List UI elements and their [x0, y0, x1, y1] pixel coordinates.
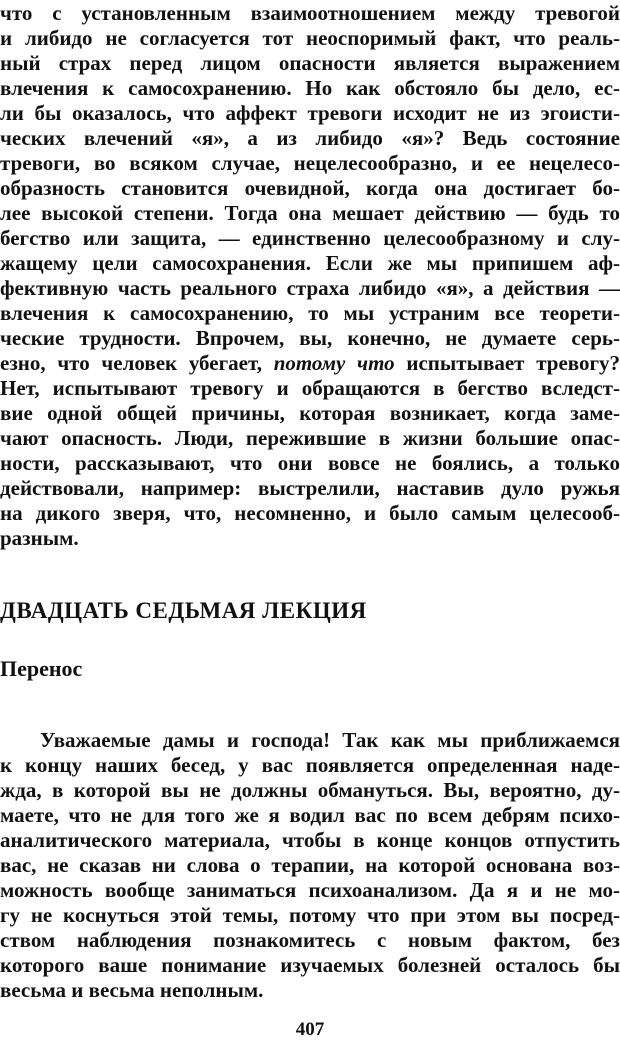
text-line: образность становится очевидной, когда она достигает бо-: [0, 176, 620, 200]
text-line: фективную часть реального страха либидо «я», а действия —: [0, 276, 620, 300]
text-line: ческих влечений «я», а из либидо «я»? Ведь состояние: [0, 126, 620, 150]
text-line: можность вообще заниматься психоанализом. Да я и не мо-: [0, 878, 620, 902]
text-line: маете, что не для того же я водил вас по всем дебрям психо-: [0, 803, 620, 827]
text-line-with-italic: [0, 350, 620, 377]
text-line: ли бы оказалось, что аффект тревоги исходит не из эгоисти-: [0, 101, 620, 125]
text-line: ности, рассказывают, что они вовсе не боялись, а только: [0, 451, 620, 475]
text-line: лее высокой степени. Тогда она мешает действию — будь то: [0, 201, 620, 225]
text-line: ный страх перед лицом опасности является выражением: [0, 51, 620, 75]
text-line: разным.: [0, 526, 79, 550]
text-line: вие одной общей причины, которая возникает, когда заме-: [0, 401, 620, 425]
text-line: ческие трудности. Впрочем, вы, конечно, не думаете серь-: [0, 326, 620, 350]
text-line: на дикого зверя, что, несомненно, и было самым целесооб-: [0, 501, 620, 525]
text-line: ством наблюдения познакомитесь с новым фактом, без: [0, 928, 620, 952]
text-line: Уважаемые дамы и господа! Так как мы приближаемся: [40, 728, 620, 752]
text-line: которого ваше понимание изучаемых болезней осталось бы: [0, 953, 620, 977]
lecture-heading: ДВАДЦАТЬ СЕДЬМАЯ ЛЕКЦИЯ: [0, 598, 367, 623]
text-line: жащему цели самосохранения. Если же мы припишем аф-: [0, 251, 620, 275]
lecture-subheading: Перенос: [0, 656, 83, 681]
text-line: вас, не сказав ни слова о терапии, на которой основана воз-: [0, 853, 620, 877]
italic-phrase: потому что: [273, 351, 395, 375]
text-segment: езно, что человек убегает,: [0, 351, 262, 375]
text-line: к концу наших бесед, у вас появляется определенная наде-: [0, 753, 620, 777]
text-line: гу не коснуться этой темы, потому что при этом вы посред-: [0, 903, 620, 927]
text-line: тревоги, во всяком случае, нецелесообразно, и ее нецелесо-: [0, 151, 620, 175]
text-line: влечения к самосохранению, то мы устраним все теорети-: [0, 301, 620, 325]
text-line: и либидо не согласуется тот неоспоримый факт, что реаль-: [0, 26, 620, 50]
text-line: жда, в которой вы не должны обмануться. Вы, вероятно, ду-: [0, 778, 620, 802]
text-line: весьма и весьма неполным.: [0, 978, 264, 1002]
text-line: бегство или защита, — единственно целесообразному и слу-: [0, 226, 620, 250]
text-line: Нет, испытывают тревогу и обращаются в бегство вследст-: [0, 376, 620, 400]
text-line: чают опасность. Люди, пережившие в жизни большие опас-: [0, 426, 620, 450]
text-line: действовали, например: выстрелили, наставив дуло ружья: [0, 476, 620, 500]
text-line: что с установленным взаимоотношением между тревогой: [0, 1, 620, 25]
text-segment: испытывает тревогу?: [406, 351, 620, 375]
text-line: аналитического материала, чтобы в конце концов отпустить: [0, 828, 620, 852]
text-line: влечения к самосохранению. Но как обстояло бы дело, ес-: [0, 76, 620, 100]
page-number: 407: [295, 1019, 325, 1040]
